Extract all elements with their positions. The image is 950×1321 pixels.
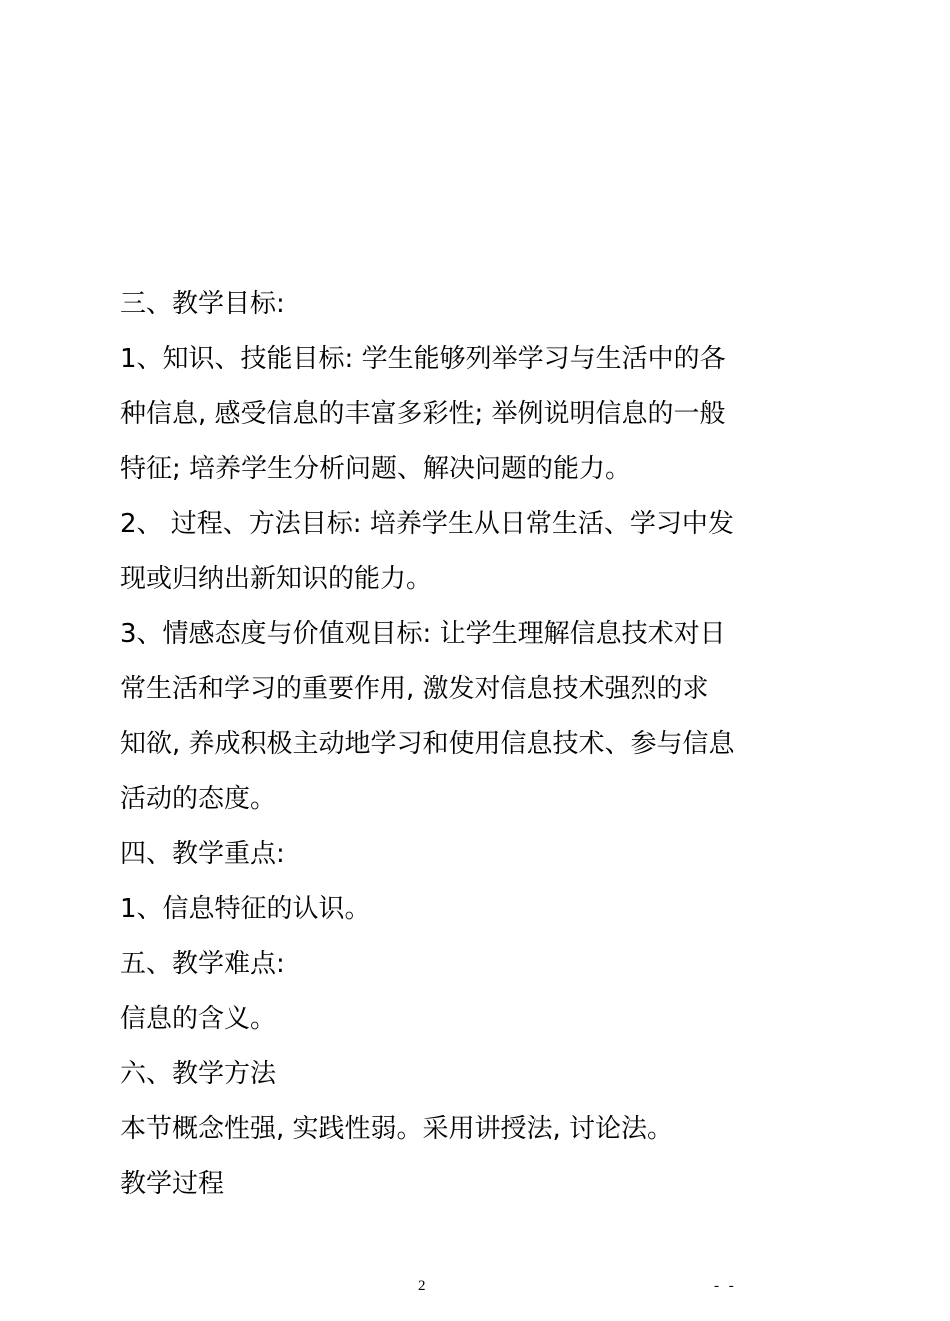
document-body: [120, 277, 740, 1212]
paragraph-line: 特征; 培养学生分析问题、解决问题的能力。: [120, 454, 632, 484]
paragraph-line: 种信息, 感受信息的丰富多彩性; 举例说明信息的一般: [120, 399, 726, 429]
paragraph-line: 1、信息特征的认识。: [120, 894, 371, 924]
paragraph-line: 2、 过程、方法目标: 培养学生从日常生活、学习中发: [120, 509, 734, 539]
section-heading-objectives: 三、教学目标:: [120, 289, 285, 319]
section-heading-methods: 六、教学方法: [120, 1059, 277, 1089]
section-heading-difficulties: 五、教学难点:: [120, 949, 285, 979]
paragraph-line: 活动的态度。: [120, 784, 277, 814]
paragraph-line: 知欲, 养成积极主动地学习和使用信息技术、参与信息: [120, 729, 735, 759]
paragraph-line: 本节概念性强, 实践性弱。采用讲授法, 讨论法。: [120, 1114, 674, 1144]
footer-mark: - -: [714, 1278, 737, 1294]
section-heading-key-points: 四、教学重点:: [120, 839, 285, 869]
paragraph-line: 信息的含义。: [120, 1004, 277, 1034]
section-heading-process: 教学过程: [120, 1169, 225, 1199]
paragraph-line: 3、情感态度与价值观目标: 让学生理解信息技术对日: [120, 619, 726, 649]
page-number: 2: [418, 1278, 426, 1294]
paragraph-line: 现或归纳出新知识的能力。: [120, 564, 433, 594]
paragraph-line: 常生活和学习的重要作用, 激发对信息技术强烈的求: [120, 674, 709, 704]
paragraph-line: 1、知识、技能目标: 学生能够列举学习与生活中的各: [120, 344, 726, 374]
